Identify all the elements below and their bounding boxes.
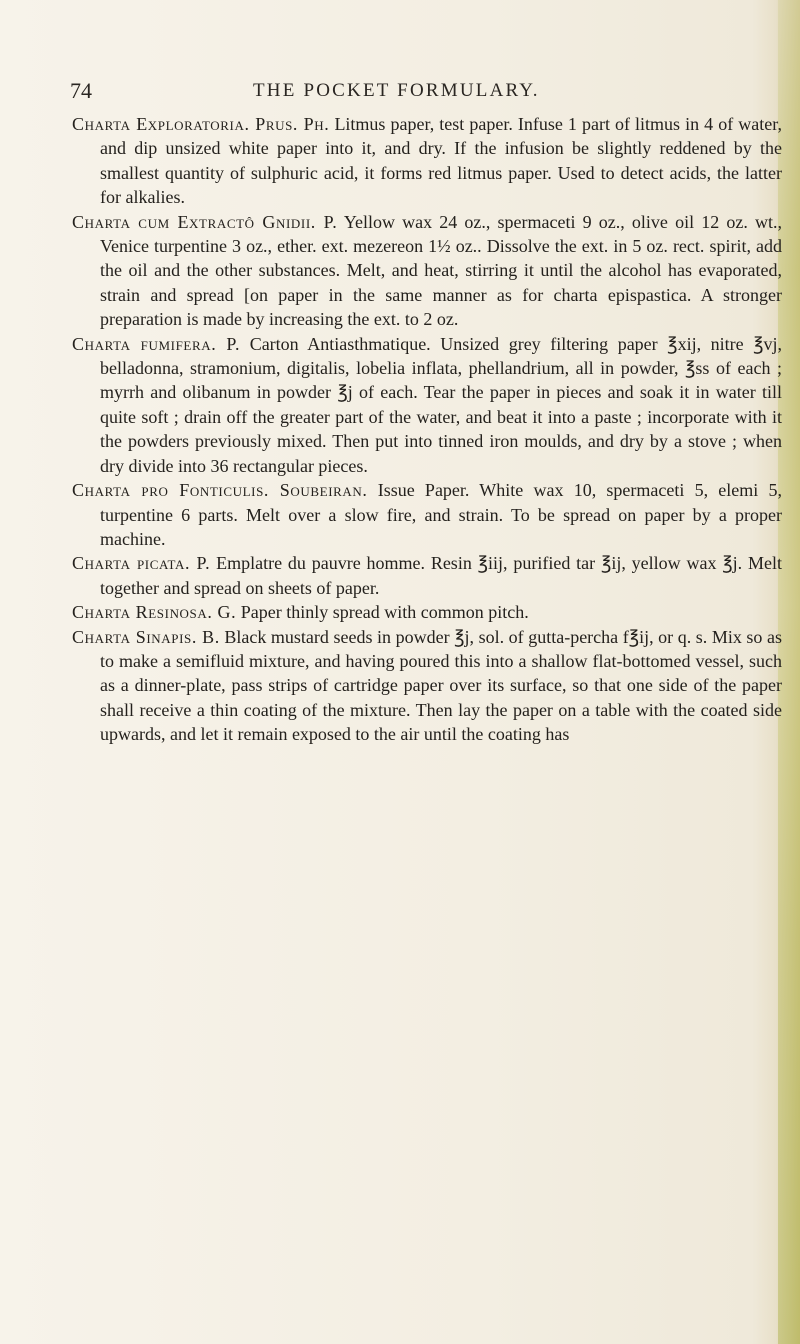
entry-charta-sinapis [72, 625, 782, 747]
entry-text: Litmus paper, test paper. Infuse 1 part of litmus in 4 of water, and dip unsized white paper into it, and dry. If the infusion be slightly reddened by the smallest quantity of sulphuric acid, it forms red litmus paper. Used to detect acids, the latter for alkalies. [100, 114, 783, 208]
entry-charta-pro-fonticulis [72, 478, 782, 551]
entry-text: Black mustard seeds in powder ℥j, sol. of gutta-percha f℥ij, or q. s. Mix so as to make a semifluid mixture, and having poured this into a shallow flat-bottomed vessel, such as a dinner-plate, pass strips of cartridge paper over its surface, so that one side of the paper shall receive a thin coating of the mixture. Then lay the paper on a table with the coated side upwards, and let it remain exposed to the air until the coating has [100, 626, 782, 745]
entry-title: Charta fumifera. P. [72, 333, 241, 354]
page-header [70, 78, 770, 106]
entry-charta-resinosa [72, 600, 782, 624]
entry-text: Issue Paper. White wax 10, spermaceti 5, elemi 5, turpentine 6 parts. Melt over a slow fire, and strain. To be spread on paper by a proper machine. [100, 480, 783, 549]
entry-text: Paper thinly spread with common pitch. [240, 602, 529, 623]
entry-title: Charta pro Fonticulis. Soubeiran. [72, 480, 368, 501]
running-title: THE POCKET FORMULARY. [253, 80, 540, 101]
entry-text: Emplatre du pauvre homme. Resin ℥iij, purified tar ℥ij, yellow wax ℥j. Melt together and spread on sheets of paper. [100, 553, 782, 598]
entry-title: Charta picata. P. [72, 553, 211, 574]
entry-text: Yellow wax 24 oz., spermaceti 9 oz., olive oil 12 oz. wt., Venice turpentine 3 oz., ether. ext. mezereon 1½ oz.. Dissolve the ext. in 5 oz. rect. spirit, add the oil and the other substances. Melt, and heat, stirring it until the alcohol has evaporated, strain and spread [on paper in the same manner as for charta epispastica. A stronger preparation is made by increasing the ext. to 2 oz. [100, 211, 782, 330]
entry-charta-fumifera [72, 332, 782, 478]
entry-charta-cum-extracto-gnidii [72, 210, 782, 332]
entry-title: Charta Exploratoria. Prus. Ph. [72, 114, 330, 134]
entry-title: Charta Sinapis. B. [72, 626, 220, 647]
entry-title: Charta Resinosa. G. [72, 602, 237, 623]
entry-charta-picata [72, 551, 782, 600]
entry-charta-exploratoria [72, 112, 782, 210]
page-body [72, 112, 782, 747]
entry-title: Charta cum Extractô Gnidii. P. [72, 211, 338, 232]
entry-text: Carton Antiasthmatique. Unsized grey filtering paper ℥xij, nitre ℥vj, belladonna, stramonium, digitalis, lobelia inflata, phellandrium, all in powder, ℥ss of each ; myrrh and olibanum in powder ℥j of each. Tear the paper in pieces and soak it in water till quite soft ; drain off the greater part of the water, and beat it into a paste ; incorporate with it the powders previously mixed. Then put into tinned iron moulds, and dry by a stove ; when dry divide into 36 rectangular pieces. [100, 333, 783, 476]
page-number: 74 [70, 78, 92, 103]
